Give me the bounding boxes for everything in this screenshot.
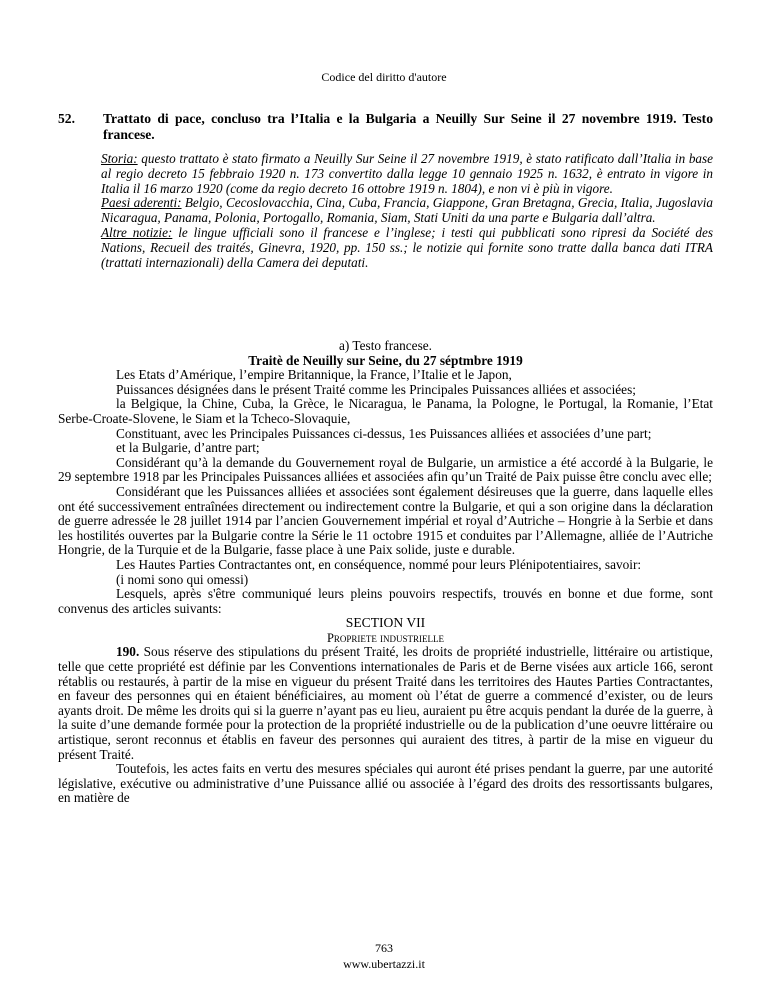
paragraph: la Belgique, la Chine, Cuba, la Grèce, le Nicaragua, le Panama, la Pologne, le Portugal, la Romanie, l’Etat Serbe-Croate-Slovene, le Siam et la Tcheco-Slovaquie, (58, 396, 713, 426)
section-vii-heading: SECTION VII (345, 615, 426, 631)
note-paesi-label: Paesi aderenti: (101, 195, 182, 211)
note-storia-label: Storia: (101, 151, 138, 166)
treaty-title: Traitè de Neuilly sur Seine, du 27 séptmbre 1919 (248, 352, 523, 368)
paragraph: Les Hautes Parties Contractantes ont, en conséquence, nommé pour leurs Plénipotentiaires, savoir: (116, 556, 642, 572)
section-vii-subheading: Propriete industrielle (326, 630, 445, 645)
article-190-number: 190. (116, 644, 140, 660)
page-number: 763 (375, 941, 393, 955)
section-a-heading: a) Testo francese. (339, 338, 432, 353)
article-heading (58, 111, 713, 143)
note-paesi (101, 196, 713, 226)
article-190 (58, 645, 713, 762)
article-190-text: Sous réserve des stipulations du présent Traité, les droits de propriété industrielle, littéraire ou artistique, telle que cette propriété est définie par les Conventions internationales de Paris et de Berne visées aux article 166, seront rétablis ou restaurés, à partir de la mise en vigueur du présent Traité dans les territoires des Hautes Parties Contractantes, en faveur des personnes qui en étaient bénéficiaires, au moment où l’état de guerre a commencé d’exister, ou de leurs ayants droit. De même les droits qui si la guerre n’ayant pas eu lieu, auraient pu être acquis pendant la durée de la guerre, à la suite d’une demande formée pour la protection de la propriété industrielle ou de la publication d’une oeuvre littéraire ou artistique, seront reconnus et établis en faveur des personnes qui auraient des titres, à partir de la mise en vigueur du présent Traité. (58, 644, 713, 762)
page-footer (0, 940, 768, 972)
paragraph: et la Bulgarie, d’antre part; (116, 440, 260, 456)
paragraph: Toutefois, les actes faits en vertu des mesures spéciales qui auront été prises pendant la guerre, par une autorité législative, exécutive ou administrative d’une Puissance allié ou associée à l’égard des droits des ressortissants bulgares, en matière de (58, 761, 713, 806)
footer-site: www.ubertazzi.it (343, 957, 425, 971)
paragraph: (i nomi sono qui omessi) (116, 571, 249, 587)
paragraph: Lesquels, après s'être communiqué leurs pleins pouvoirs respectifs, trouvés en bonne et due forme, sont convenus des articles suivants: (58, 586, 713, 616)
page-header: Codice del diritto d'autore (321, 70, 447, 84)
paragraph: Considérant qu’à la demande du Gouvernement royal de Bulgarie, un armistice a été accordé à la Bulgarie, le 29 septembre 1918 par les Principales Puissances alliées et associées afin qu’un Traité de Paix puisse être conclu avec elle; (58, 454, 713, 485)
note-altre-text: le lingue ufficiali sono il francese e l’inglese; i testi qui pubblicati sono ripresi da Société des Nations, Recueil des traités, Ginevra, 1920, pp. 150 ss.; le notizie qui fornite sono tratte dalla banca dati ITRA (trattati internazionali) della Camera dei deputati. (101, 224, 713, 270)
article-notes (101, 152, 713, 270)
note-storia (101, 152, 713, 196)
paragraph: Puissances désignées dans le présent Traité comme les Principales Puissances alliées et associées; (116, 381, 636, 397)
paragraph: Les Etats d’Amérique, l’empire Britannique, la France, l’Italie et le Japon, (116, 367, 512, 383)
paragraph: Constituant, avec les Principales Puissances ci-dessus, 1es Puissances alliées et associées d’une part; (116, 425, 652, 441)
note-altre-label: Altre notizie: (101, 224, 173, 240)
note-altre (101, 226, 713, 270)
note-storia-text: questo trattato è stato firmato a Neuilly Sur Seine il 27 novembre 1919, è stato ratificato dall’Italia in base al regio decreto 15 febbraio 1920 n. 173 convertito dalla legge 10 gennaio 1925 n. 1632, è entrato in vigore in Italia il 16 marzo 1920 (come da regio decreto 16 ottobre 1919 n. 1804), e non vi è più in vigore. (101, 151, 713, 196)
article-number: 52. (58, 111, 75, 126)
article-title: Trattato di pace, concluso tra l’Italia e la Bulgaria a Neuilly Sur Seine il 27 novembre 1919. Testo francese. (103, 111, 713, 142)
paragraph: Considérant que les Puissances alliées et associées sont également désireuses que la guerre, dans laquelle elles ont été successivement entraînées directement ou indirectement contre la Bulgarie, et qui a son origine dans la déclaration de guerre adressée le 28 juillet 1914 par l’ancien Gouvernement impérial et royal d’Autriche – Hongrie à la Serbie et dans les hostilités ouvertes par la Bulgarie contre la Série le 11 octobre 1915 et conduites par l’Allemagne, alliée de l’Autriche Hongrie, de la Turquie et de la Bulgarie, fasse place à une Paix solide, juste e durable. (58, 483, 713, 558)
treaty-text (58, 339, 713, 806)
note-paesi-text: Belgio, Cecoslovacchia, Cina, Cuba, Francia, Giappone, Gran Bretagna, Grecia, Italia, Jugoslavia Nicaragua, Panama, Polonia, Portogallo, Romania, Siam, Stati Uniti da una parte e Bulgaria dall’altra. (101, 195, 714, 226)
